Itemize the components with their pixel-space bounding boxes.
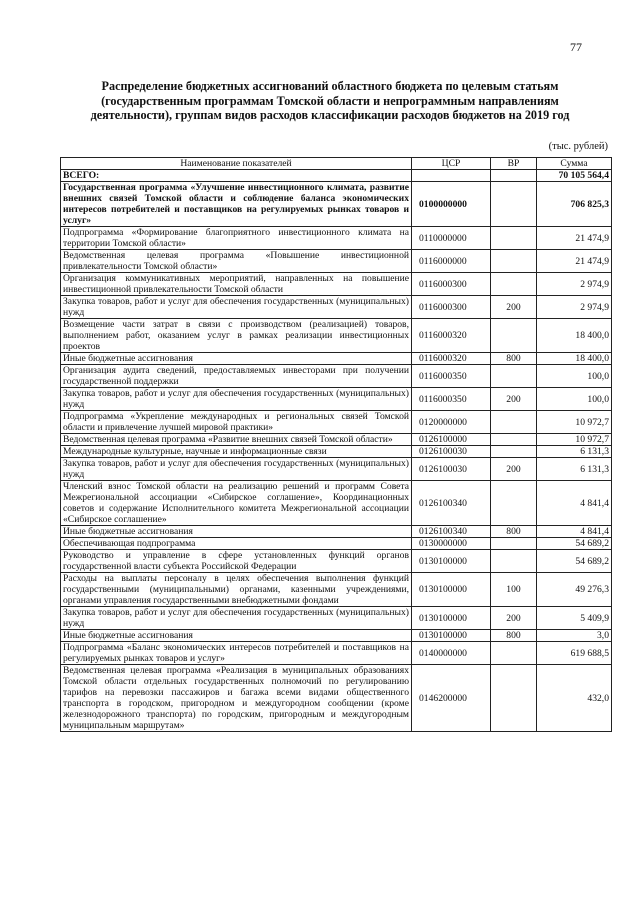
- row-name: Иные бюджетные ассигнования: [61, 353, 412, 365]
- row-name: Международные культурные, научные и информационные связи: [61, 446, 412, 458]
- row-sum: 21 474,9: [537, 250, 612, 273]
- row-vr: 100: [491, 573, 537, 607]
- row-vr: 800: [491, 630, 537, 642]
- row-csr: 0130100000: [412, 607, 491, 630]
- row-vr: [491, 446, 537, 458]
- table-row: [61, 665, 612, 732]
- units-label: (тыс. рублей): [548, 141, 608, 152]
- row-name: Обеспечивающая подпрограмма: [61, 538, 412, 550]
- table-row: [61, 411, 612, 434]
- row-name: Иные бюджетные ассигнования: [61, 630, 412, 642]
- row-sum: 18 400,0: [537, 319, 612, 353]
- row-csr: 0116000320: [412, 353, 491, 365]
- row-name: Подпрограмма «Баланс экономических интересов потребителей и поставщиков на регулируемых рынках товаров и услуг»: [61, 642, 412, 665]
- row-csr: 0116000000: [412, 250, 491, 273]
- row-csr: 0116000350: [412, 365, 491, 388]
- row-sum: 4 841,4: [537, 526, 612, 538]
- row-name: Закупка товаров, работ и услуг для обеспечения государственных (муниципальных) нужд: [61, 296, 412, 319]
- row-csr: 0126100000: [412, 434, 491, 446]
- table-row: [61, 353, 612, 365]
- row-vr: [491, 273, 537, 296]
- row-vr: 200: [491, 296, 537, 319]
- row-csr: 0116000300: [412, 296, 491, 319]
- row-csr: 0130100000: [412, 630, 491, 642]
- row-sum: 100,0: [537, 365, 612, 388]
- row-vr: [491, 665, 537, 732]
- row-vr: [491, 411, 537, 434]
- row-csr: 0116000300: [412, 273, 491, 296]
- row-sum: 49 276,3: [537, 573, 612, 607]
- row-name: Руководство и управление в сфере установленных функций органов государственной власти субъекта Российской Федерации: [61, 550, 412, 573]
- row-name: Подпрограмма «Укрепление международных и региональных связей Томской области и привлечение лучшей мировой практики»: [61, 411, 412, 434]
- total-row: [61, 170, 612, 182]
- row-sum: 2 974,9: [537, 273, 612, 296]
- row-sum: 10 972,7: [537, 411, 612, 434]
- row-csr: 0126100340: [412, 526, 491, 538]
- row-vr: [491, 642, 537, 665]
- table-row: [61, 273, 612, 296]
- row-vr: [491, 538, 537, 550]
- table-row: [61, 434, 612, 446]
- row-vr: 800: [491, 353, 537, 365]
- row-csr: 0126100030: [412, 458, 491, 481]
- row-csr: 0116000350: [412, 388, 491, 411]
- table-row: [61, 526, 612, 538]
- table-row: [61, 182, 612, 227]
- table-row: [61, 365, 612, 388]
- header-csr: ЦСР: [412, 158, 491, 170]
- table-row: [61, 319, 612, 353]
- row-sum: 54 689,2: [537, 538, 612, 550]
- table-row: [61, 296, 612, 319]
- row-name: Ведомственная целевая программа «Повышение инвестиционной привлекательности Томской области»: [61, 250, 412, 273]
- row-csr: 0120000000: [412, 411, 491, 434]
- row-sum: 432,0: [537, 665, 612, 732]
- row-name: Организация аудита сведений, предоставляемых инвесторами при получении государственной поддержки: [61, 365, 412, 388]
- row-vr: 800: [491, 526, 537, 538]
- row-vr: [491, 550, 537, 573]
- row-vr: [491, 365, 537, 388]
- row-sum: 21 474,9: [537, 227, 612, 250]
- document-title: Распределение бюджетных ассигнований областного бюджета по целевым статьям (государственным программам Томской области и непрограммным направлениям деятельности), группам видов расходов классификации расходов бюджетов на 2019 год: [90, 79, 570, 122]
- row-name: Ведомственная целевая программа «Реализация в муниципальных образованиях Томской области отдельных государственных полномочий по регулированию тарифов на перевозки пассажиров и багажа всеми видами общественного транспорта в городском, пригородном и междугородном сообщении (кроме железнодорожного транспорта) по городским, пригородным и междугородным муниципальным маршрутам»: [61, 665, 412, 732]
- row-name: Ведомственная целевая программа «Развитие внешних связей Томской области»: [61, 434, 412, 446]
- row-vr: 200: [491, 458, 537, 481]
- total-label: ВСЕГО:: [61, 170, 412, 182]
- row-sum: 2 974,9: [537, 296, 612, 319]
- row-name: Подпрограмма «Формирование благоприятного инвестиционного климата на территории Томской области»: [61, 227, 412, 250]
- row-csr: 0100000000: [412, 182, 491, 227]
- row-vr: 200: [491, 607, 537, 630]
- total-value: 70 105 564,4: [537, 170, 612, 182]
- row-sum: 5 409,9: [537, 607, 612, 630]
- row-csr: 0140000000: [412, 642, 491, 665]
- row-csr: 0126100030: [412, 446, 491, 458]
- row-sum: 54 689,2: [537, 550, 612, 573]
- header-name: Наименование показателей: [61, 158, 412, 170]
- table-row: [61, 250, 612, 273]
- row-vr: [491, 481, 537, 526]
- row-csr: 0126100340: [412, 481, 491, 526]
- row-csr: 0110000000: [412, 227, 491, 250]
- table-row: [61, 227, 612, 250]
- page-number: 77: [570, 40, 582, 54]
- total-csr: [412, 170, 491, 182]
- row-name: Государственная программа «Улучшение инвестиционного климата, развитие внешних связей Томской области и соблюдение баланса экономических интересов потребителей и поставщиков на регулируемых рынках товаров и услуг»: [61, 182, 412, 227]
- table-row: [61, 446, 612, 458]
- table-row: [61, 388, 612, 411]
- row-sum: 619 688,5: [537, 642, 612, 665]
- table-row: [61, 607, 612, 630]
- row-sum: 18 400,0: [537, 353, 612, 365]
- table-row: [61, 458, 612, 481]
- table-row: [61, 630, 612, 642]
- row-csr: 0130000000: [412, 538, 491, 550]
- row-name: Возмещение части затрат в связи с производством (реализацией) товаров, выполнением работ, оказанием услуг в рамках реализации инвестиционных проектов: [61, 319, 412, 353]
- row-csr: 0146200000: [412, 665, 491, 732]
- row-vr: [491, 434, 537, 446]
- table-row: [61, 573, 612, 607]
- total-vr: [491, 170, 537, 182]
- table-row: [61, 642, 612, 665]
- row-vr: [491, 227, 537, 250]
- row-sum: 6 131,3: [537, 458, 612, 481]
- table-header-row: [61, 158, 612, 170]
- header-sum: Сумма: [537, 158, 612, 170]
- budget-table: [60, 157, 612, 732]
- row-vr: 200: [491, 388, 537, 411]
- row-sum: 100,0: [537, 388, 612, 411]
- row-sum: 3,0: [537, 630, 612, 642]
- row-name: Иные бюджетные ассигнования: [61, 526, 412, 538]
- row-sum: 4 841,4: [537, 481, 612, 526]
- row-name: Закупка товаров, работ и услуг для обеспечения государственных (муниципальных) нужд: [61, 607, 412, 630]
- row-name: Закупка товаров, работ и услуг для обеспечения государственных (муниципальных) нужд: [61, 458, 412, 481]
- row-csr: 0116000320: [412, 319, 491, 353]
- table-row: [61, 550, 612, 573]
- row-sum: 6 131,3: [537, 446, 612, 458]
- row-vr: [491, 182, 537, 227]
- row-vr: [491, 250, 537, 273]
- row-csr: 0130100000: [412, 550, 491, 573]
- table-row: [61, 538, 612, 550]
- row-name: Членский взнос Томской области на реализацию решений и программ Совета Межрегиональной ассоциации «Сибирское соглашение», Координационных советов и содержание Исполнительного комитета Межрегиональной ассоциации «Сибирское соглашение»: [61, 481, 412, 526]
- row-csr: 0130100000: [412, 573, 491, 607]
- row-sum: 706 825,3: [537, 182, 612, 227]
- row-sum: 10 972,7: [537, 434, 612, 446]
- row-name: Закупка товаров, работ и услуг для обеспечения государственных (муниципальных) нужд: [61, 388, 412, 411]
- row-name: Расходы на выплаты персоналу в целях обеспечения выполнения функций государственными (муниципальными) органами, казенными учреждениями, органами управления государственными внебюджетными фондами: [61, 573, 412, 607]
- row-name: Организация коммуникативных мероприятий, направленных на повышение инвестиционной привлекательности Томской области: [61, 273, 412, 296]
- row-vr: [491, 319, 537, 353]
- header-vr: ВР: [491, 158, 537, 170]
- table-row: [61, 481, 612, 526]
